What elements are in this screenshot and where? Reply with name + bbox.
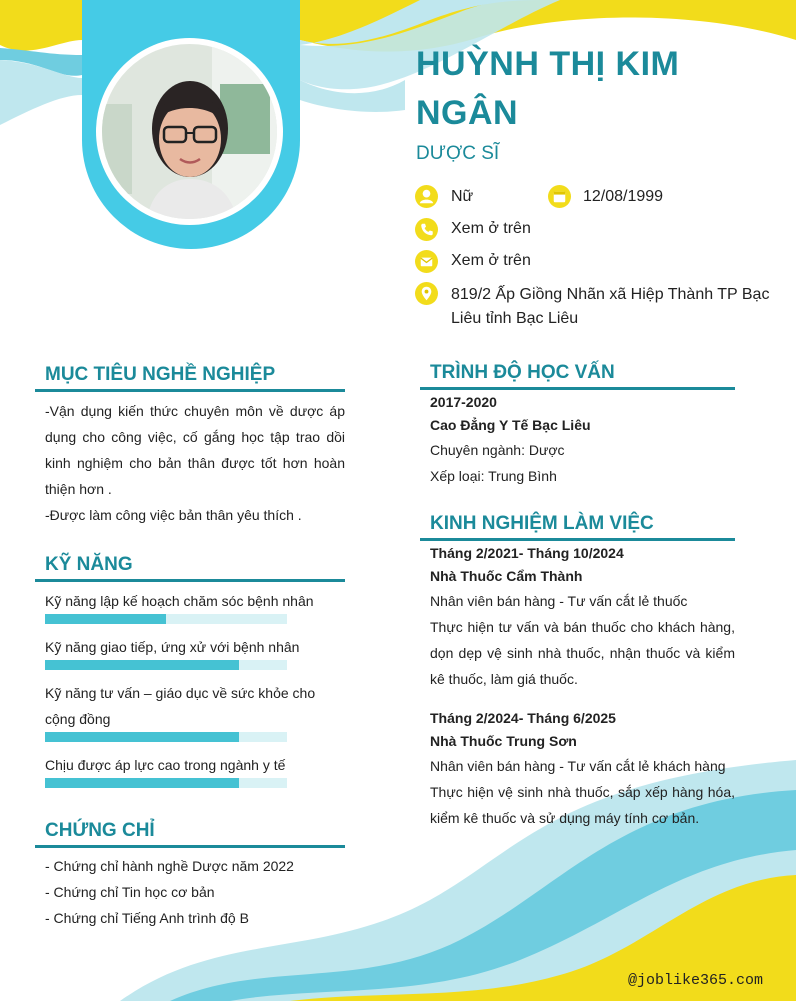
skill-label: Kỹ năng lập kế hoạch chăm sóc bệnh nhân: [45, 593, 314, 609]
phone-value: Xem ở trên: [451, 220, 531, 237]
objective-title: MỤC TIÊU NGHỀ NGHIỆP: [45, 364, 276, 385]
skill-bar-fill: [45, 660, 239, 670]
education-school: Cao Đẳng Y Tế Bạc Liêu: [430, 417, 591, 433]
profile-photo-frame: [96, 38, 283, 225]
website-watermark: @joblike365.com: [627, 972, 763, 989]
skills-title: KỸ NĂNG: [45, 554, 133, 575]
experience-divider: [420, 538, 735, 541]
skill-label: Chịu được áp lực cao trong ngành y tế: [45, 757, 286, 773]
job-title: DƯỢC SĨ: [416, 143, 500, 164]
birthdate-value: 12/08/1999: [583, 188, 664, 205]
certificates-divider: [35, 845, 345, 848]
skill-bar: [45, 778, 287, 788]
address-value: 819/2 Ấp Giồng Nhãn xã Hiệp Thành TP Bạc Liêu tỉnh Bạc Liêu: [451, 286, 770, 327]
skill-bar-fill: [45, 778, 239, 788]
certificate-item: - Chứng chỉ Tin học cơ bản: [45, 884, 215, 900]
skill-bar: [45, 660, 287, 670]
education-major: Chuyên ngành: Dược: [430, 442, 565, 458]
education-title: TRÌNH ĐỘ HỌC VẤN: [430, 362, 615, 383]
skill-label: Kỹ năng giao tiếp, ứng xử với bệnh nhân: [45, 639, 300, 655]
education-rank: Xếp loại: Trung Bình: [430, 468, 557, 484]
gender-value: Nữ: [451, 188, 474, 205]
skill-bar: [45, 614, 287, 624]
candidate-name: HUỲNH THỊ KIM NGÂN: [416, 45, 680, 132]
skills-divider: [35, 579, 345, 582]
objective-divider: [35, 389, 345, 392]
phone-icon: [415, 218, 438, 241]
email-value: Xem ở trên: [451, 252, 531, 269]
location-icon: [415, 282, 438, 305]
job-company: Nhà Thuốc Trung Sơn: [430, 733, 577, 749]
certificate-item: - Chứng chỉ hành nghề Dược năm 2022: [45, 858, 294, 874]
job-description: Thực hiện vệ sinh nhà thuốc, sắp xếp hàng hóa, kiểm kê thuốc và sử dụng máy tính cơ bản.: [430, 784, 735, 826]
skill-bar-fill: [45, 614, 166, 624]
job-role: Nhân viên bán hàng - Tư vấn cắt lẻ thuốc: [430, 593, 688, 609]
education-divider: [420, 387, 735, 390]
certificate-item: - Chứng chỉ Tiếng Anh trình độ B: [45, 910, 249, 926]
skill-bar-fill: [45, 732, 239, 742]
job-period: Tháng 2/2021- Tháng 10/2024: [430, 545, 624, 561]
objective-text-1: -Vận dụng kiến thức chuyên môn về dược áp dụng cho công việc, cố gắng học tập trao dồi kinh nghiệm cho bản thân được tốt hơn hoàn thiện hơn .: [45, 403, 345, 497]
job-period: Tháng 2/2024- Tháng 6/2025: [430, 710, 616, 726]
experience-title: KINH NGHIỆM LÀM VIỆC: [430, 513, 654, 534]
person-icon: [415, 185, 438, 208]
education-period: 2017-2020: [430, 394, 497, 410]
job-description: Thực hiện tư vấn và bán thuốc cho khách hàng, dọn dẹp vệ sinh nhà thuốc, nhận thuốc và kiểm kê thuốc, làm giá thuốc.: [430, 619, 735, 687]
objective-text-2: -Được làm công việc bản thân yêu thích .: [45, 507, 302, 523]
job-role: Nhân viên bán hàng - Tư vấn cắt lẻ khách hàng: [430, 758, 726, 774]
calendar-icon: [548, 185, 571, 208]
profile-photo: [102, 44, 277, 219]
skill-bar: [45, 732, 287, 742]
email-icon: [415, 250, 438, 273]
job-company: Nhà Thuốc Cẩm Thành: [430, 568, 583, 584]
certificates-title: CHỨNG CHỈ: [45, 820, 155, 841]
skill-label: Kỹ năng tư vấn – giáo dục về sức khỏe cho cộng đồng: [45, 685, 316, 727]
